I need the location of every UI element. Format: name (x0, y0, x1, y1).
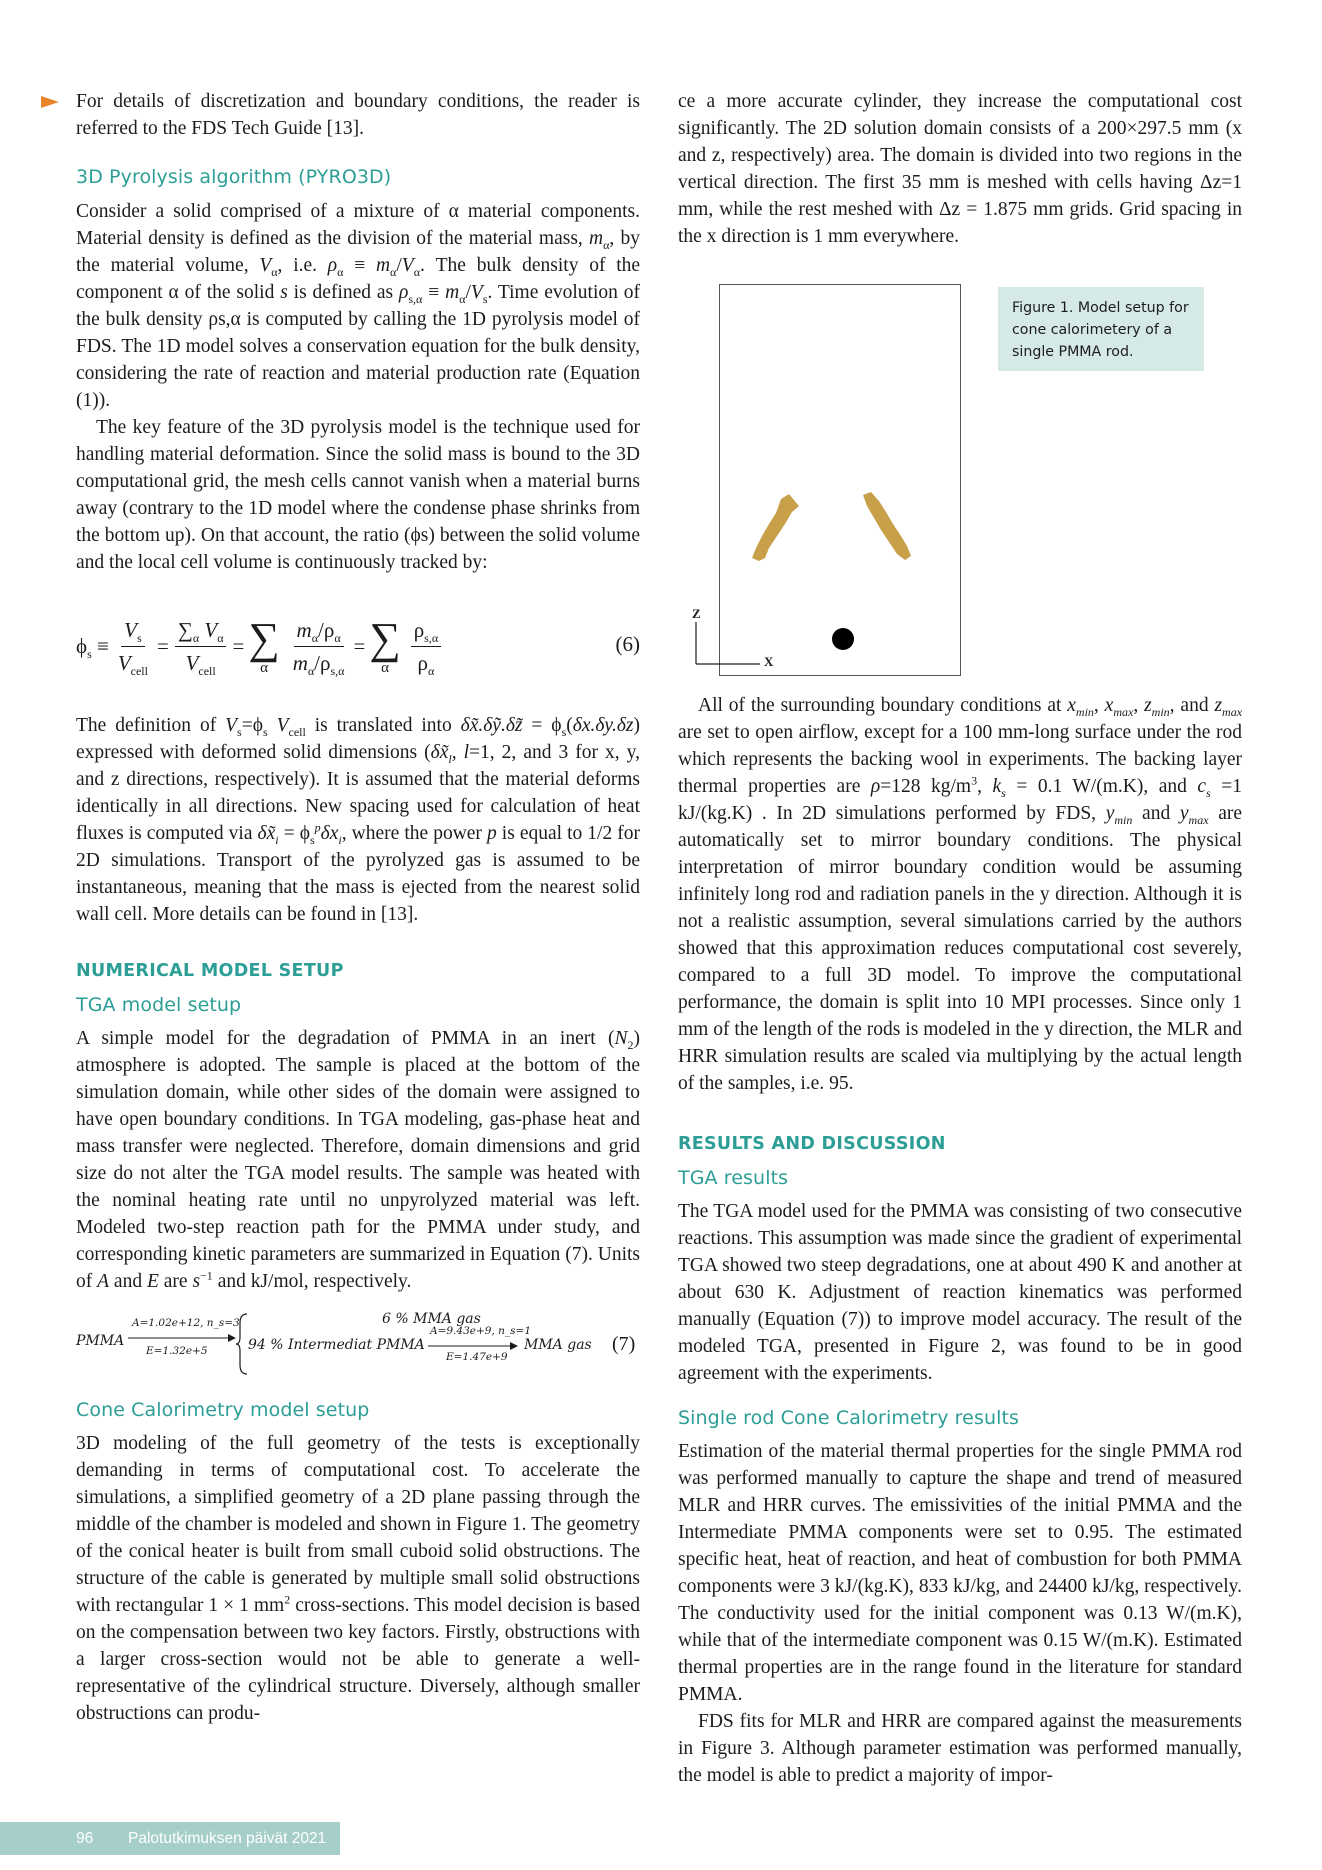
rxn-reactant: PMMA (76, 1333, 125, 1349)
section-heading-results: RESULTS AND DISCUSSION (678, 1134, 946, 1154)
equation-6: $\phi_s$ ≡ $\frac{V_s}{V_{cell}}$ = $\frac{\sum_\alpha V_\alpha}{V_{cell}}$ = ∑ α $\frac{m_\alpha/\rho_\alpha}{m_\alpha/\rho_{s,\alpha}}$ = ∑ α $\frac{\rho_{s,\alpha}}{\rho_\alpha}$ (6) (76, 614, 640, 678)
axis-x-label: X (764, 654, 774, 669)
rxn-intermediate: 94 % Intermediat PMMA (248, 1337, 425, 1353)
equation-7 (76, 1309, 640, 1383)
rxn-step1-a: A=1.02e+12, n_s=3 (132, 1317, 240, 1329)
rxn-arrow-1-icon (128, 1333, 236, 1343)
axis-z-label: Z (692, 606, 701, 621)
equation-number-7: (7) (612, 1333, 636, 1355)
publication-title: Palotutkimuksen päivät 2021 (128, 1830, 327, 1847)
rxn-final-product: MMA gas (524, 1337, 592, 1353)
boundary-conditions-paragraph: All of the surrounding boundary conditions at $x_{min}$, $x_{max}$, $z_{min}$, and $z_{max}$ are set to open airflow, except for a 100 mm-long surface under the rod which represents the backing wool in experiments. The backing layer thermal properties are ρ=128 $kg/m^3$, $k_s = 0.1$ W/(m.K), and $c_s =1$ kJ/(kg.K) . In 2D simulations performed by FDS, $y_{min}$ and $y_{max}$ are automatically set to mirror boundary conditions. The physical interpretation of mirror boundary condition would be assuming infinitely long rod and radiation panels in the y direction. Although it is not a realistic assumption, several simulations carried by the authors showed that this approximation reduces computational cost severely, compared to a full 3D model. To improve the computational performance, the domain is split into 10 MPI processes. Since only 1 mm of the length of the rods is modeled in the y direction, the MLR and HRR simulation results are scaled via multiplying by the actual length of the samples, i.e. 95. (678, 695, 1243, 1094)
intro-paragraph: For details of discretization and boundary conditions, the reader is referred to the FDS Tech Guide [13]. (76, 91, 640, 139)
pyro-paragraph-2: The key feature of the 3D pyrolysis model is the technique used for handling material deformation. Since the solid mass is bound to the 3D computational grid, the mesh cells cannot vanish when a material burns away (contrary to the 1D model where the condense phase shrinks from the bottom up). On that account, the ratio (ϕs) between the solid volume and the local cell volume is continuously tracked by: (76, 417, 640, 573)
subheading-tga-setup: TGA model setup (76, 994, 242, 1016)
left-column (76, 88, 640, 1727)
right-heater-obstruction (863, 492, 911, 560)
subheading-cone-results: Single rod Cone Calorimetry results (678, 1407, 1020, 1429)
section-heading-numerical: NUMERICAL MODEL SETUP (76, 961, 344, 981)
definition-paragraph: The definition of $V_s=\phi_s$ $V_{cell}$ is translated into δx̃.δỹ.δz̃ = $\phi_s(\delta x.\delta y.\delta z)$ expressed with deformed solid dimensions ($\delta x̃_l$, l=1, 2, and 3 for x, y, and z directions, respectively). It is assumed that the material deforms identically in all directions. New spacing used for calculation of heat fluxes is computed via $\delta x̃_i = \phi_s^p\delta x_i$, where the power p is equal to 1/2 for 2D simulations. Transport of the pyrolyzed gas is assumed to be instantaneous, meaning that the mass is ejected from the nearest solid wall cell. More details can be found in [13]. (76, 715, 641, 925)
cone-setup-paragraph: 3D modeling of the full geometry of the tests is exceptionally demanding in terms of computational cost. To accelerate the simulations, a simplified geometry of a 2D plane passing through the middle of the chamber is modeled and shown in Figure 1. The geometry of the conical heater is built from small cuboid solid obstructions. The structure of the cable is generated by multiple small solid obstructions with rectangular 1 × 1 $mm^2$ cross-sections. This model decision is based on the compensation between two key factors. Firstly, obstructions with a larger cross-section would not be able to generate a well-representative of the cylindrical structure. Diversely, although smaller obstructions can produ- (76, 1433, 640, 1724)
section-heading-pyro3d: 3D Pyrolysis algorithm (PYRO3D) (76, 166, 392, 188)
tga-setup-paragraph: A simple model for the degradation of PMMA in an inert $(N_2)$ atmosphere is adopted. The sample is placed at the bottom of the simulation domain, while other sides of the domain were assigned to have open boundary conditions. In TGA modeling, gas-phase heat and mass transfer were neglected. Therefore, domain dimensions and grid size do not alter the TGA model results. The sample was heated with the nominal heating rate until no unpyrolyzed material was left. Modeled two-step reaction path for the PMMA under study, and corresponding kinetic parameters are summarized in Equation (7). Units of A and E are $s^{-1}$ and kJ/mol, respectively. (76, 1028, 640, 1292)
arrow-bullet-icon (41, 96, 59, 108)
pyro-paragraph-1: Consider a solid comprised of a mixture of α material components. Material density is defined as the division of the material mass, $m_\alpha$, by the material volume, $V_\alpha$, i.e. $\rho_\alpha \equiv m_\alpha/V_\alpha$. The bulk density of the component α of the solid s is defined as $\rho_{s,\alpha} \equiv m_\alpha/V_s$. Time evolution of the bulk density ρs,α is computed by calling the 1D pyrolysis model of FDS. The 1D model solves a conservation equation for the bulk density, considering the rate of reaction and material production rate (Equation (1)). (76, 201, 641, 411)
continuation-paragraph: ce a more accurate cylinder, they increase the computational cost significantly. The 2D solution domain consists of a 200×297.5 mm (x and z, respectively) area. The domain is divided into two regions in the vertical direction. The first 35 mm is meshed with cells having Δz=1 mm, while the rest meshed with Δz = 1.875 mm grids. Grid spacing in the x direction is 1 mm everywhere. (678, 91, 1242, 247)
axes-icon (692, 622, 772, 670)
pmma-rod-sample (832, 628, 854, 650)
right-column (678, 88, 1242, 1789)
figure-model-drawing (719, 284, 961, 676)
rxn-step2-a: A=9.43e+9, n_s=1 (430, 1325, 532, 1337)
equation-number: (6) (615, 632, 640, 656)
rxn-brace-icon (236, 1313, 248, 1375)
rxn-step2-e: E=1.47e+9 (446, 1351, 508, 1363)
tga-results-paragraph: The TGA model used for the PMMA was consisting of two consecutive reactions. This assumption was made since the gradient of experimental TGA showed two steep degradations, one at about 490 K and another at about 630 K. Adjustment of reaction kinematics was performed manually (Equation (7)) to improve model accuracy. The result of the modeled TGA, presented in Figure 2, was found to be in good agreement with the experiments. (678, 1201, 1242, 1384)
cone-results-paragraph-1: Estimation of the material thermal properties for the single PMMA rod was performed manually to capture the shape and trend of measured MLR and HRR curves. The emissivities of the initial PMMA and the Intermediate PMMA components were set to 0.95. The estimated specific heat, heat of reaction, and heat of combustion for both PMMA components were 3 kJ/(kg.K), 833 kJ/kg, and 24400 kJ/kg, respectively. The conductivity used for the initial component was 0.13 W/(m.K), while that of the intermediate component was 0.15 W/(m.K). Estimated thermal properties are in the range found in the literature for standard PMMA. (678, 1441, 1242, 1705)
subheading-tga-results: TGA results (678, 1167, 789, 1189)
subheading-cone-setup: Cone Calorimetry model setup (76, 1399, 370, 1421)
rxn-step1-e: E=1.32e+5 (146, 1345, 208, 1357)
figure-1 (678, 250, 1242, 670)
figure-caption: Figure 1. Model setup for cone calorimetery of a single PMMA rod. (998, 287, 1204, 371)
page-footer (0, 1822, 340, 1855)
page-number: 96 (76, 1830, 94, 1847)
left-heater-obstruction (752, 494, 799, 561)
cone-results-paragraph-2: FDS fits for MLR and HRR are compared against the measurements in Figure 3. Although parameter estimation was performed manually, the model is able to predict a majority of impor- (678, 1711, 1242, 1786)
rxn-arrow-2-icon (428, 1341, 518, 1351)
rxn-gas-product: 6 % MMA gas (382, 1311, 481, 1327)
